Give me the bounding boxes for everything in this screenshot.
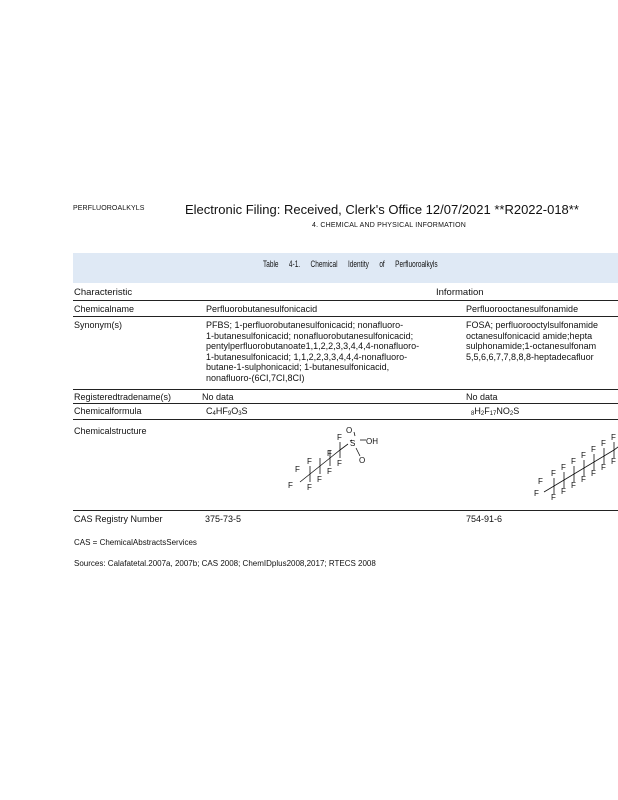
fosa-synonym-line: 5,5,6,6,7,7,8,8,8-heptadecafluor: [466, 351, 594, 362]
fosa-synonym-line: FOSA; perfluorooctylsulfonamide: [466, 320, 599, 330]
fluorine-atom-label: F: [591, 445, 596, 454]
table-rule: [73, 300, 618, 301]
fluorine-atom-label: F: [601, 463, 606, 472]
footnote-sources: Sources: Calafatetal.2007a, 2007b; CAS 2008; ChemIDplus2008,2017; RTECS 2008: [74, 559, 376, 568]
pfbs-synonym-line: butane-1-sulphonicacid; 1-butanesulfonicacid,: [206, 362, 390, 372]
column-header-information: Information: [436, 287, 484, 298]
fosa-cas-number: 754-91-6: [466, 514, 503, 524]
row-label-synonyms: Synonym(s): [74, 320, 123, 330]
table-rule: [73, 389, 618, 390]
fluorine-atom-label: F: [551, 469, 556, 478]
table-title: Table 4-1. Chemical Identity of Perfluoroalkyls: [263, 259, 438, 269]
row-label-formula: Chemicalformula: [74, 406, 142, 416]
table-rule: [73, 316, 618, 317]
sulfur-atom-label: S: [350, 439, 356, 448]
document-header-label: PERFLUOROALKYLS: [73, 205, 145, 212]
pfbs-cas-number: 375-73-5: [205, 514, 242, 524]
pfbs-synonym-line: pentylperfluorobutanoate1,1,2,2,3,3,4,4,4-nonafluoro-: [206, 341, 420, 351]
fluorine-atom-label: F: [317, 475, 322, 484]
fluorine-atom-label: F: [538, 477, 543, 486]
hydroxyl-label: OH: [366, 437, 378, 446]
pfbs-synonym-line: 1-butanesulfonicacid; 1,1,2,2,3,3,4,4,4-nonafluoro-: [206, 351, 408, 362]
pfbs-chemical-name: Perfluorobutanesulfonicacid: [206, 304, 318, 314]
fosa-chemical-name: Perfluorooctanesulfonamide: [466, 304, 579, 314]
fosa-formula: $_8H_2F_{17}NO_2S$: [471, 406, 520, 417]
table-rule: [73, 419, 618, 420]
table-rule: [73, 510, 618, 511]
pfbs-synonym-line: 1-butanesulfonicacid; nonafluorobutanesulfonicacid;: [206, 330, 414, 341]
fluorine-atom-label: F: [307, 483, 312, 492]
fosa-synonym-line: sulphonamide;1-octanesulfonam: [466, 341, 597, 351]
fluorine-atom-label: F: [337, 459, 342, 468]
fluorine-atom-label: F: [534, 489, 539, 498]
fluorine-atom-label: F: [327, 467, 332, 476]
fosa-trade-names: No data: [466, 392, 498, 402]
fluorine-atom-label: F: [295, 465, 300, 474]
fluorine-atom-label: F: [611, 457, 616, 466]
column-header-characteristic: Characteristic: [74, 287, 133, 298]
footnote-abbreviation: CAS = ChemicalAbstractsServices: [74, 538, 197, 547]
fluorine-atom-label: F: [601, 439, 606, 448]
pfbs-synonym-line: PFBS; 1-perfluorobutanesulfonicacid; nonafluoro-: [206, 320, 404, 330]
pfbs-synonym-line: nonafluoro-(6CI,7CI,8CI): [206, 372, 305, 383]
fosa-synonym-line: octanesulfonicacid amide;hepta: [466, 330, 593, 341]
pfbs-formula: $C_4HF_9O_3S$: [206, 406, 248, 417]
oxygen-atom-label: O: [346, 426, 353, 435]
fluorine-atom-label: F: [561, 487, 566, 496]
fluorine-atom-label: F: [581, 475, 586, 484]
row-label-chemical-name: Chemicalname: [74, 304, 135, 314]
fluorine-atom-label: F: [551, 493, 556, 500]
fluorine-atom-label: F: [611, 433, 616, 442]
fluorine-atom-label: F: [307, 457, 312, 466]
row-label-trade-names: Registeredtradename(s): [74, 392, 172, 402]
fosa-structure-diagram: [530, 428, 618, 500]
filing-stamp: Electronic Filing: Received, Clerk's Office 12/07/2021 **R2022-018**: [185, 202, 579, 217]
section-heading: 4. CHEMICAL AND PHYSICAL INFORMATION: [312, 222, 466, 229]
table-rule: [73, 403, 618, 404]
fluorine-atom-label: F: [571, 481, 576, 490]
fluorine-atom-label: F: [288, 481, 293, 490]
pfbs-structure-diagram: [280, 426, 390, 498]
row-label-cas: CAS Registry Number: [74, 514, 163, 524]
fluorine-atom-label: F: [327, 449, 332, 458]
oxygen-atom-label: O: [359, 456, 366, 465]
fluorine-atom-label: F: [337, 433, 342, 442]
fluorine-atom-label: F: [561, 463, 566, 472]
pfbs-trade-names: No data: [202, 392, 234, 402]
fluorine-atom-label: F: [571, 457, 576, 466]
row-label-structure: Chemicalstructure: [74, 426, 147, 436]
pfbs-synonyms: [206, 320, 419, 383]
fluorine-atom-label: F: [591, 469, 596, 478]
fosa-synonyms: [466, 320, 618, 362]
fluorine-atom-label: F: [581, 451, 586, 460]
